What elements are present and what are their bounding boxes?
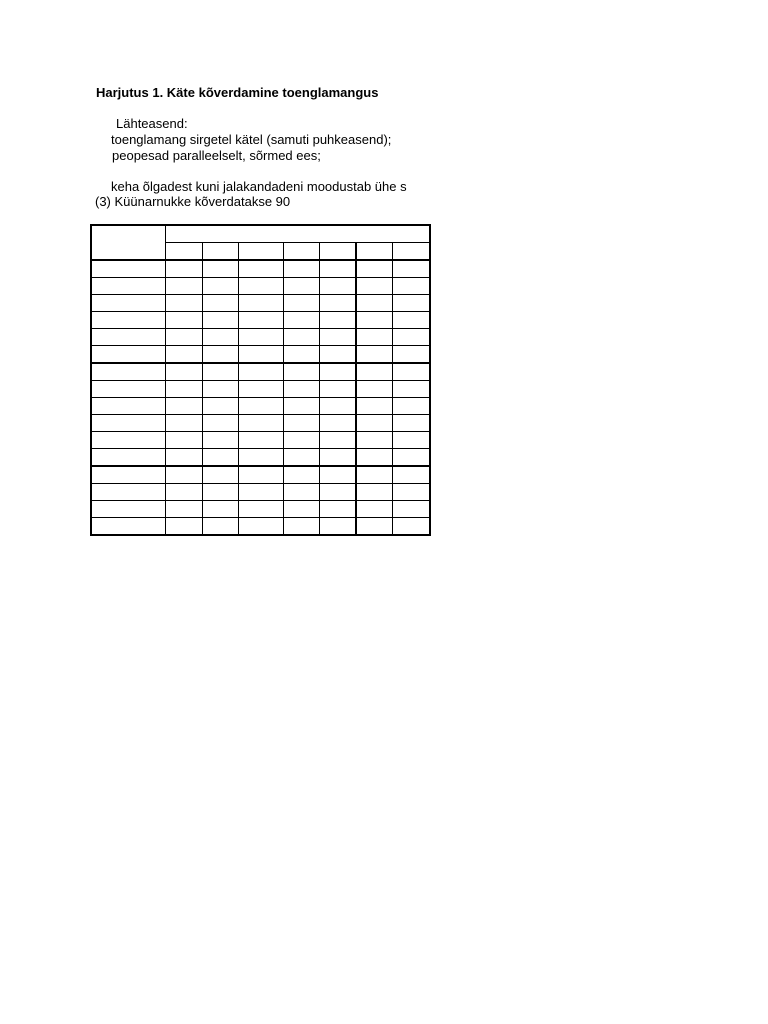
table-cell: [202, 278, 238, 295]
table-cell: [165, 363, 202, 381]
table-cell: [283, 415, 319, 432]
table-cell: [238, 260, 283, 278]
table-row-label-cell: [91, 432, 165, 449]
table-header-merged-cell: [165, 225, 430, 243]
table-cell: [238, 363, 283, 381]
table-cell: [283, 501, 319, 518]
table-cell: [319, 449, 356, 467]
table-cell: [319, 381, 356, 398]
table-cell: [283, 484, 319, 501]
table-cell: [356, 432, 392, 449]
table-row: [91, 449, 430, 467]
table-cell: [238, 295, 283, 312]
table-cell: [238, 466, 283, 484]
table-cell: [202, 260, 238, 278]
table-cell: [319, 363, 356, 381]
table-cell: [356, 415, 392, 432]
table-row: [91, 346, 430, 364]
table-subheader-cell: [319, 243, 356, 261]
table-row-label-cell: [91, 415, 165, 432]
table-cell: [283, 260, 319, 278]
table-header-row: [91, 225, 430, 243]
instruction-line-4: (3) Küünarnukke kõverdatakse 90: [95, 194, 291, 209]
table-row-label-cell: [91, 278, 165, 295]
table-cell: [392, 363, 430, 381]
table-row-label-cell: [91, 295, 165, 312]
table-cell: [202, 501, 238, 518]
table-cell: [202, 381, 238, 398]
table-cell: [165, 260, 202, 278]
table-cell: [319, 466, 356, 484]
exercise-title: Harjutus 1. Käte kõverdamine toenglamangus: [96, 85, 379, 100]
table-cell: [238, 381, 283, 398]
table-cell: [165, 466, 202, 484]
table-row-label-cell: [91, 329, 165, 346]
table-cell: [238, 346, 283, 364]
table-cell: [238, 432, 283, 449]
table-cell: [392, 295, 430, 312]
table-row-label-cell: [91, 518, 165, 536]
table-cell: [392, 449, 430, 467]
table-cell: [283, 466, 319, 484]
table-cell: [356, 501, 392, 518]
table-cell: [356, 484, 392, 501]
table-row: [91, 278, 430, 295]
table-row-label-cell: [91, 381, 165, 398]
table-cell: [319, 346, 356, 364]
table-cell: [392, 381, 430, 398]
table-cell: [319, 398, 356, 415]
table-row: [91, 466, 430, 484]
table-cell: [238, 501, 283, 518]
table-subheader-cell: [283, 243, 319, 261]
table-cell: [356, 449, 392, 467]
table-subheader-cell: [392, 243, 430, 261]
table-cell: [392, 415, 430, 432]
table-cell: [319, 501, 356, 518]
table-cell: [283, 363, 319, 381]
table-cell: [283, 295, 319, 312]
table-cell: [165, 518, 202, 536]
table-cell: [319, 260, 356, 278]
table-cell: [319, 432, 356, 449]
table-header-corner-cell: [91, 225, 165, 260]
table-cell: [238, 329, 283, 346]
table-cell: [283, 398, 319, 415]
table-cell: [238, 484, 283, 501]
table-cell: [356, 278, 392, 295]
table-cell: [202, 466, 238, 484]
table-cell: [202, 329, 238, 346]
instruction-line-1: toenglamang sirgetel kätel (samuti puhkeasend);: [111, 132, 392, 147]
table-cell: [165, 398, 202, 415]
table-cell: [356, 381, 392, 398]
table-cell: [238, 449, 283, 467]
table-cell: [392, 312, 430, 329]
table-cell: [283, 278, 319, 295]
table-cell: [392, 501, 430, 518]
table-row: [91, 329, 430, 346]
table-cell: [238, 312, 283, 329]
table-row: [91, 381, 430, 398]
table-cell: [392, 346, 430, 364]
table-row: [91, 312, 430, 329]
table-subheader-cell: [238, 243, 283, 261]
table-cell: [202, 484, 238, 501]
table-row: [91, 432, 430, 449]
table-cell: [202, 312, 238, 329]
table-cell: [283, 346, 319, 364]
table-row-label-cell: [91, 449, 165, 467]
table-cell: [319, 278, 356, 295]
instruction-line-3: keha õlgadest kuni jalakandadeni moodustab ühe s: [111, 179, 407, 194]
table-cell: [356, 312, 392, 329]
table-row: [91, 295, 430, 312]
table-row: [91, 398, 430, 415]
table-row: [91, 363, 430, 381]
table-cell: [283, 518, 319, 536]
table-row-label-cell: [91, 466, 165, 484]
table-cell: [165, 329, 202, 346]
table-cell: [202, 295, 238, 312]
table-cell: [356, 329, 392, 346]
table-cell: [165, 278, 202, 295]
table-cell: [165, 501, 202, 518]
table-row-label-cell: [91, 398, 165, 415]
table-cell: [319, 518, 356, 536]
table-cell: [392, 329, 430, 346]
instruction-line-2: peopesad paralleelselt, sõrmed ees;: [112, 148, 321, 163]
table-cell: [165, 484, 202, 501]
table-row-label-cell: [91, 312, 165, 329]
table-subheader-cell: [202, 243, 238, 261]
table-cell: [392, 260, 430, 278]
table-cell: [283, 329, 319, 346]
starting-position-heading: Lähteasend:: [116, 116, 188, 131]
table-row-label-cell: [91, 346, 165, 364]
table-cell: [356, 346, 392, 364]
table-cell: [165, 312, 202, 329]
table-cell: [356, 295, 392, 312]
table-row-label-cell: [91, 501, 165, 518]
table-cell: [238, 398, 283, 415]
table-cell: [319, 415, 356, 432]
table-cell: [238, 518, 283, 536]
table-cell: [356, 398, 392, 415]
table-cell: [356, 363, 392, 381]
table-cell: [202, 432, 238, 449]
table-cell: [202, 398, 238, 415]
table-cell: [319, 295, 356, 312]
table-cell: [283, 381, 319, 398]
table-cell: [165, 381, 202, 398]
table-cell: [165, 432, 202, 449]
table-cell: [392, 518, 430, 536]
table-cell: [356, 260, 392, 278]
table-cell: [238, 278, 283, 295]
table-row: [91, 415, 430, 432]
table-cell: [392, 466, 430, 484]
table-cell: [356, 518, 392, 536]
table-cell: [392, 278, 430, 295]
table-cell: [238, 415, 283, 432]
exercise-log-table: [90, 224, 431, 536]
table-cell: [319, 484, 356, 501]
table-row: [91, 484, 430, 501]
table-cell: [165, 346, 202, 364]
table-row: [91, 260, 430, 278]
table-cell: [283, 432, 319, 449]
table-cell: [202, 363, 238, 381]
table-cell: [356, 466, 392, 484]
table-cell: [319, 312, 356, 329]
table-cell: [202, 518, 238, 536]
table-subheader-cell: [356, 243, 392, 261]
table-row-label-cell: [91, 363, 165, 381]
table-cell: [392, 484, 430, 501]
table-cell: [283, 312, 319, 329]
table-cell: [165, 295, 202, 312]
table-cell: [165, 415, 202, 432]
table-cell: [202, 415, 238, 432]
table-cell: [283, 449, 319, 467]
table-cell: [392, 432, 430, 449]
table-row-label-cell: [91, 484, 165, 501]
table-cell: [202, 346, 238, 364]
table-cell: [392, 398, 430, 415]
table-cell: [202, 449, 238, 467]
table-row-label-cell: [91, 260, 165, 278]
table-cell: [165, 449, 202, 467]
table-subheader-cell: [165, 243, 202, 261]
table-row: [91, 501, 430, 518]
table-cell: [319, 329, 356, 346]
table-row: [91, 518, 430, 536]
